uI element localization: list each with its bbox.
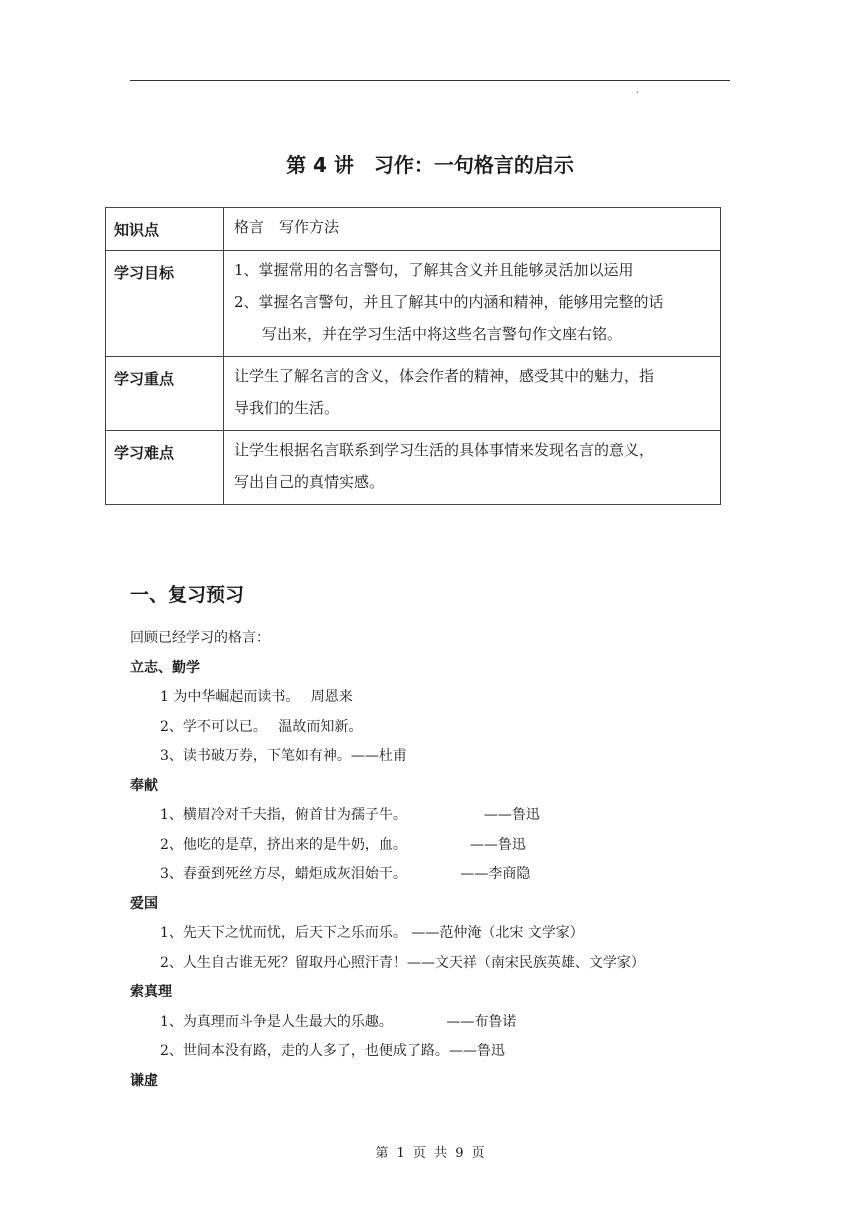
row-key: 学习难点 xyxy=(106,431,224,505)
category-heading: 奉献 xyxy=(130,777,158,794)
table-row xyxy=(106,251,721,357)
quote-item: 2、世间本没有路，走的人多了，也便成了路。——鲁迅 xyxy=(160,1043,505,1059)
row-line: 写出来，并在学习生活中将这些名言警句作文座右铭。 xyxy=(262,325,623,343)
quote-item: 1、为真理而斗争是人生最大的乐趣。 ——布鲁诺 xyxy=(160,1013,517,1030)
quote-item: 1 为中华崛起而读书。 周恩来 xyxy=(160,689,353,705)
lesson-title: 第 4 讲 习作：一句格言的启示 xyxy=(286,153,574,177)
quote-item: 1、横眉冷对千夫指，俯首甘为孺子牛。 ——鲁迅 xyxy=(160,807,540,823)
info-table xyxy=(105,207,721,505)
intro-text: 回顾已经学习的格言： xyxy=(130,630,270,646)
row-value xyxy=(224,251,721,357)
row-value xyxy=(224,357,721,431)
category-heading: 爱国 xyxy=(130,895,158,912)
section-heading: 一、复习预习 xyxy=(130,584,245,606)
row-line: 让学生了解名言的含义，体会作者的精神，感受其中的魅力，指 xyxy=(234,367,655,385)
table-row xyxy=(106,357,721,431)
header-dot: . xyxy=(636,85,640,96)
row-key: 学习重点 xyxy=(106,357,224,431)
quote-item: 1、先天下之忧而忧，后天下之乐而乐。 ——范仲淹（北宋 文学家） xyxy=(160,925,584,941)
row-value xyxy=(224,208,721,251)
table-row xyxy=(106,208,721,251)
quote-item: 2、人生自古谁无死？留取丹心照汗青！——文天祥（南宋民族英雄、文学家） xyxy=(160,954,645,971)
row-key: 知识点 xyxy=(106,208,224,251)
page-footer: 第 1 页 共 9 页 xyxy=(375,1146,485,1161)
category-heading: 索真理 xyxy=(130,984,172,1000)
row-line: 导我们的生活。 xyxy=(234,399,340,417)
row-line: 写出自己的真情实感。 xyxy=(234,473,385,491)
header-rule xyxy=(130,80,730,81)
quote-item: 3、春蚕到死丝方尽，蜡炬成灰泪始干。 ——李商隐 xyxy=(160,866,531,882)
quote-item: 2、他吃的是草，挤出来的是牛奶，血。 ——鲁迅 xyxy=(160,836,526,853)
row-key: 学习目标 xyxy=(106,251,224,357)
quote-item: 2、学不可以已。 温故而知新。 xyxy=(160,718,363,735)
category-heading: 谦虚 xyxy=(130,1072,158,1089)
row-line: 格言 写作方法 xyxy=(234,218,340,236)
row-value xyxy=(224,431,721,505)
row-line: 让学生根据名言联系到学习生活的具体事情来发现名言的意义， xyxy=(234,441,655,459)
table-row xyxy=(106,431,721,505)
section-body xyxy=(130,624,750,1096)
category-heading: 立志、勤学 xyxy=(130,659,200,676)
quote-item: 3、读书破万券，下笔如有神。——杜甫 xyxy=(160,748,407,764)
row-line: 1、掌握常用的名言警句，了解其含义并且能够灵活加以运用 xyxy=(234,261,634,279)
row-line: 2、掌握名言警句，并且了解其中的内涵和精神，能够用完整的话 xyxy=(234,293,664,311)
